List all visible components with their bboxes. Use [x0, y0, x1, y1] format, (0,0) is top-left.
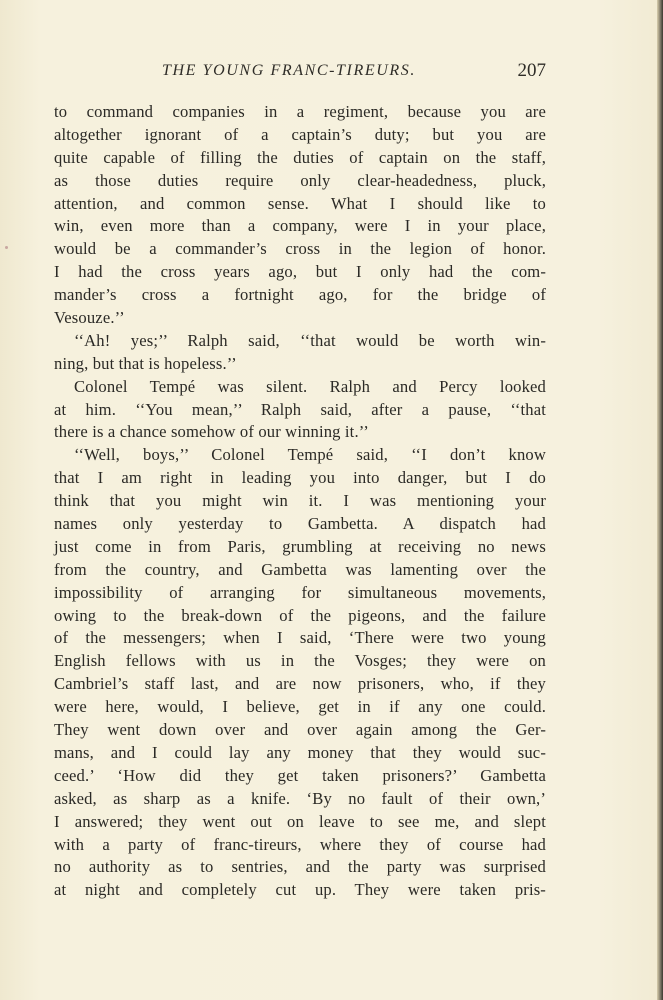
text-line: there is a chance somehow of our winning it.’’: [54, 422, 369, 442]
text-line: ‘‘Ah! yes;’’ Ralph said, ‘‘that would be worth win-: [74, 330, 546, 350]
body-text: [54, 101, 546, 902]
text-line: asked, as sharp as a knife. ‘By no fault of their own,’: [54, 788, 546, 808]
text-line: attention, and common sense. What I should like to: [54, 193, 546, 213]
text-line: quite capable of filling the duties of captain on the staff,: [54, 147, 546, 167]
text-line: impossibility of arranging for simultaneous movements,: [54, 582, 546, 602]
page-edge-shadow: [657, 0, 663, 1000]
text-line: of the messengers; when I said, ‘There were two young: [54, 628, 546, 648]
text-line: just come in from Paris, grumbling at receiving no news: [54, 536, 546, 556]
text-line: think that you might win it. I was mentioning your: [54, 491, 546, 511]
running-title: THE YOUNG FRANC-TIREURS.: [162, 62, 416, 79]
text-line: would be a commander’s cross in the legion of honor.: [54, 239, 546, 259]
text-line: at night and completely cut up. They were taken pris-: [54, 880, 546, 900]
text-line: Vesouze.’’: [54, 308, 125, 328]
text-line: as those duties require only clear-headedness, pluck,: [54, 170, 546, 190]
text-line: owing to the break-down of the pigeons, and the failure: [54, 605, 546, 625]
text-line: from the country, and Gambetta was lamenting over the: [54, 559, 546, 579]
text-line: to command companies in a regiment, because you are: [54, 102, 546, 121]
text-line: with a party of franc-tireurs, where they of course had: [54, 834, 546, 854]
text-line: names only yesterday to Gambetta. A dispatch had: [54, 514, 546, 534]
text-line: that I am right in leading you into danger, but I do: [54, 468, 546, 488]
text-line: no authority as to sentries, and the party was surprised: [54, 857, 546, 877]
text-line: Cambriel’s staff last, and are now prisoners, who, if they: [54, 674, 546, 694]
text-line: I had the cross years ago, but I only had the com-: [54, 262, 546, 282]
text-line: mans, and I could lay any money that they would suc-: [54, 742, 546, 762]
text-line: ceed.’ ‘How did they get taken prisoners?’ Gambetta: [54, 765, 546, 785]
text-line: altogether ignorant of a captain’s duty; but you are: [54, 124, 546, 144]
text-line: They went down over and over again among the Ger-: [54, 720, 546, 740]
page-number: 207: [517, 60, 546, 81]
text-line: ning, but that is hopeless.’’: [54, 353, 237, 373]
paper-speck: [5, 246, 8, 249]
text-line: mander’s cross a fortnight ago, for the bridge of: [54, 285, 546, 305]
text-line: were here, would, I believe, get in if any one could.: [54, 697, 546, 717]
text-line: ‘‘Well, boys,’’ Colonel Tempé said, ‘‘I don’t know: [74, 445, 546, 465]
text-line: Colonel Tempé was silent. Ralph and Percy looked: [74, 376, 546, 396]
text-line: at him. ‘‘You mean,’’ Ralph said, after a pause, ‘‘that: [54, 399, 546, 419]
text-line: English fellows with us in the Vosges; they were on: [54, 651, 546, 671]
text-line: win, even more than a company, were I in your place,: [54, 216, 546, 236]
page-header: [54, 62, 548, 84]
text-line: I answered; they went out on leave to see me, and slept: [54, 811, 546, 831]
